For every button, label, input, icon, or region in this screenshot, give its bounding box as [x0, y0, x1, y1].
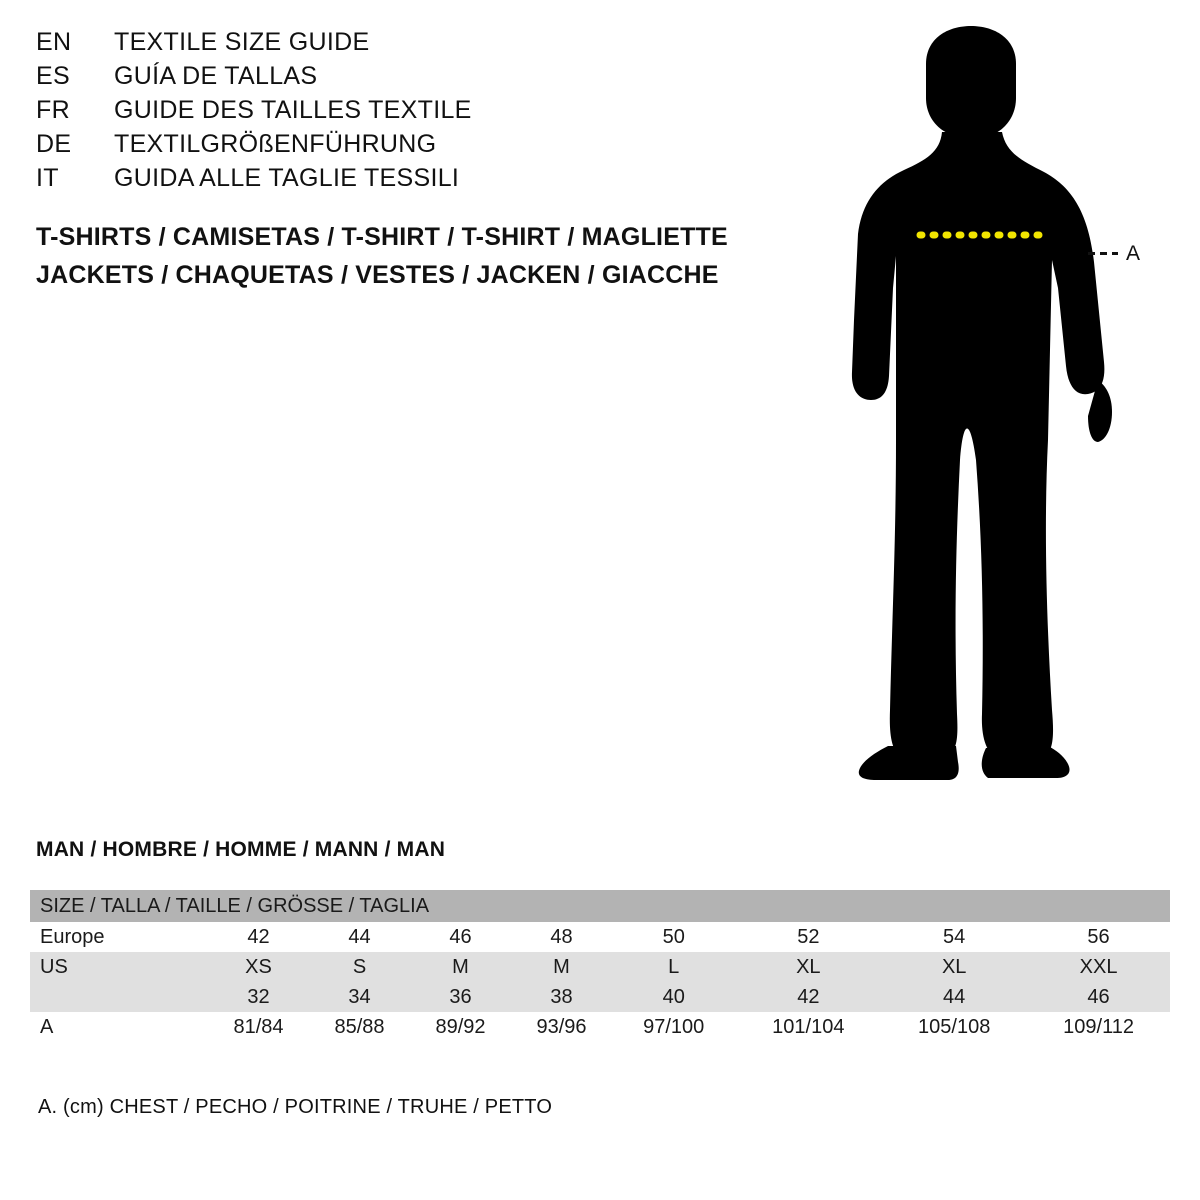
cell: 42	[208, 922, 309, 952]
table-row	[30, 982, 1170, 1012]
row-label: A	[30, 1012, 208, 1042]
cell: L	[612, 952, 735, 982]
cell: 56	[1027, 922, 1170, 952]
category-jackets: JACKETS / CHAQUETAS / VESTES / JACKEN / GIACCHE	[36, 261, 719, 289]
language-row	[36, 130, 736, 164]
body-figure	[830, 20, 1180, 790]
language-title: GUIDA ALLE TAGLIE TESSILI	[114, 164, 460, 192]
cell: 44	[881, 982, 1027, 1012]
language-title: TEXTILGRÖßENFÜHRUNG	[114, 130, 437, 158]
table-row	[30, 922, 1170, 952]
language-code: DE	[36, 130, 72, 158]
language-row	[36, 96, 736, 130]
cell: M	[410, 952, 511, 982]
cell: 34	[309, 982, 410, 1012]
row-label: US	[30, 952, 208, 982]
table-header-label: SIZE / TALLA / TAILLE / GRÖSSE / TAGLIA	[30, 890, 1170, 922]
cell: M	[511, 952, 612, 982]
cell: 36	[410, 982, 511, 1012]
cell: 85/88	[309, 1012, 410, 1042]
row-label	[30, 982, 208, 1012]
cell: 89/92	[410, 1012, 511, 1042]
cell: XL	[735, 952, 881, 982]
language-code: IT	[36, 164, 59, 192]
measure-label-a: A	[1126, 242, 1141, 265]
language-title: GUÍA DE TALLAS	[114, 62, 318, 90]
language-row	[36, 164, 736, 198]
cell: 50	[612, 922, 735, 952]
category-block	[36, 218, 836, 294]
category-tshirts: T-SHIRTS / CAMISETAS / T-SHIRT / T-SHIRT / MAGLIETTE	[36, 223, 728, 251]
language-code: EN	[36, 28, 72, 56]
language-title: TEXTILE SIZE GUIDE	[114, 28, 370, 56]
cell: 93/96	[511, 1012, 612, 1042]
row-label: Europe	[30, 922, 208, 952]
language-code: ES	[36, 62, 70, 90]
cell: 52	[735, 922, 881, 952]
size-table	[30, 890, 1170, 1042]
table-header-row	[30, 890, 1170, 922]
cell: 46	[1027, 982, 1170, 1012]
table-row	[30, 1012, 1170, 1042]
cell: 109/112	[1027, 1012, 1170, 1042]
cell: 46	[410, 922, 511, 952]
cell: 101/104	[735, 1012, 881, 1042]
cell: S	[309, 952, 410, 982]
cell: 97/100	[612, 1012, 735, 1042]
cell: 54	[881, 922, 1027, 952]
table-footnote: A. (cm) CHEST / PECHO / POITRINE / TRUHE / PETTO	[38, 1096, 553, 1118]
measure-leader-line	[1088, 252, 1118, 255]
cell: 44	[309, 922, 410, 952]
language-row	[36, 28, 736, 62]
language-title: GUIDE DES TAILLES TEXTILE	[114, 96, 472, 124]
cell: 32	[208, 982, 309, 1012]
language-header-block	[36, 28, 736, 198]
language-code: FR	[36, 96, 70, 124]
cell: 40	[612, 982, 735, 1012]
language-row	[36, 62, 736, 96]
gender-title: MAN / HOMBRE / HOMME / MANN / MAN	[36, 838, 446, 861]
cell: XS	[208, 952, 309, 982]
cell: XL	[881, 952, 1027, 982]
cell: 81/84	[208, 1012, 309, 1042]
cell: 48	[511, 922, 612, 952]
cell: 105/108	[881, 1012, 1027, 1042]
cell: 42	[735, 982, 881, 1012]
cell: 38	[511, 982, 612, 1012]
table-row	[30, 952, 1170, 982]
cell: XXL	[1027, 952, 1170, 982]
male-silhouette-icon	[830, 20, 1180, 790]
